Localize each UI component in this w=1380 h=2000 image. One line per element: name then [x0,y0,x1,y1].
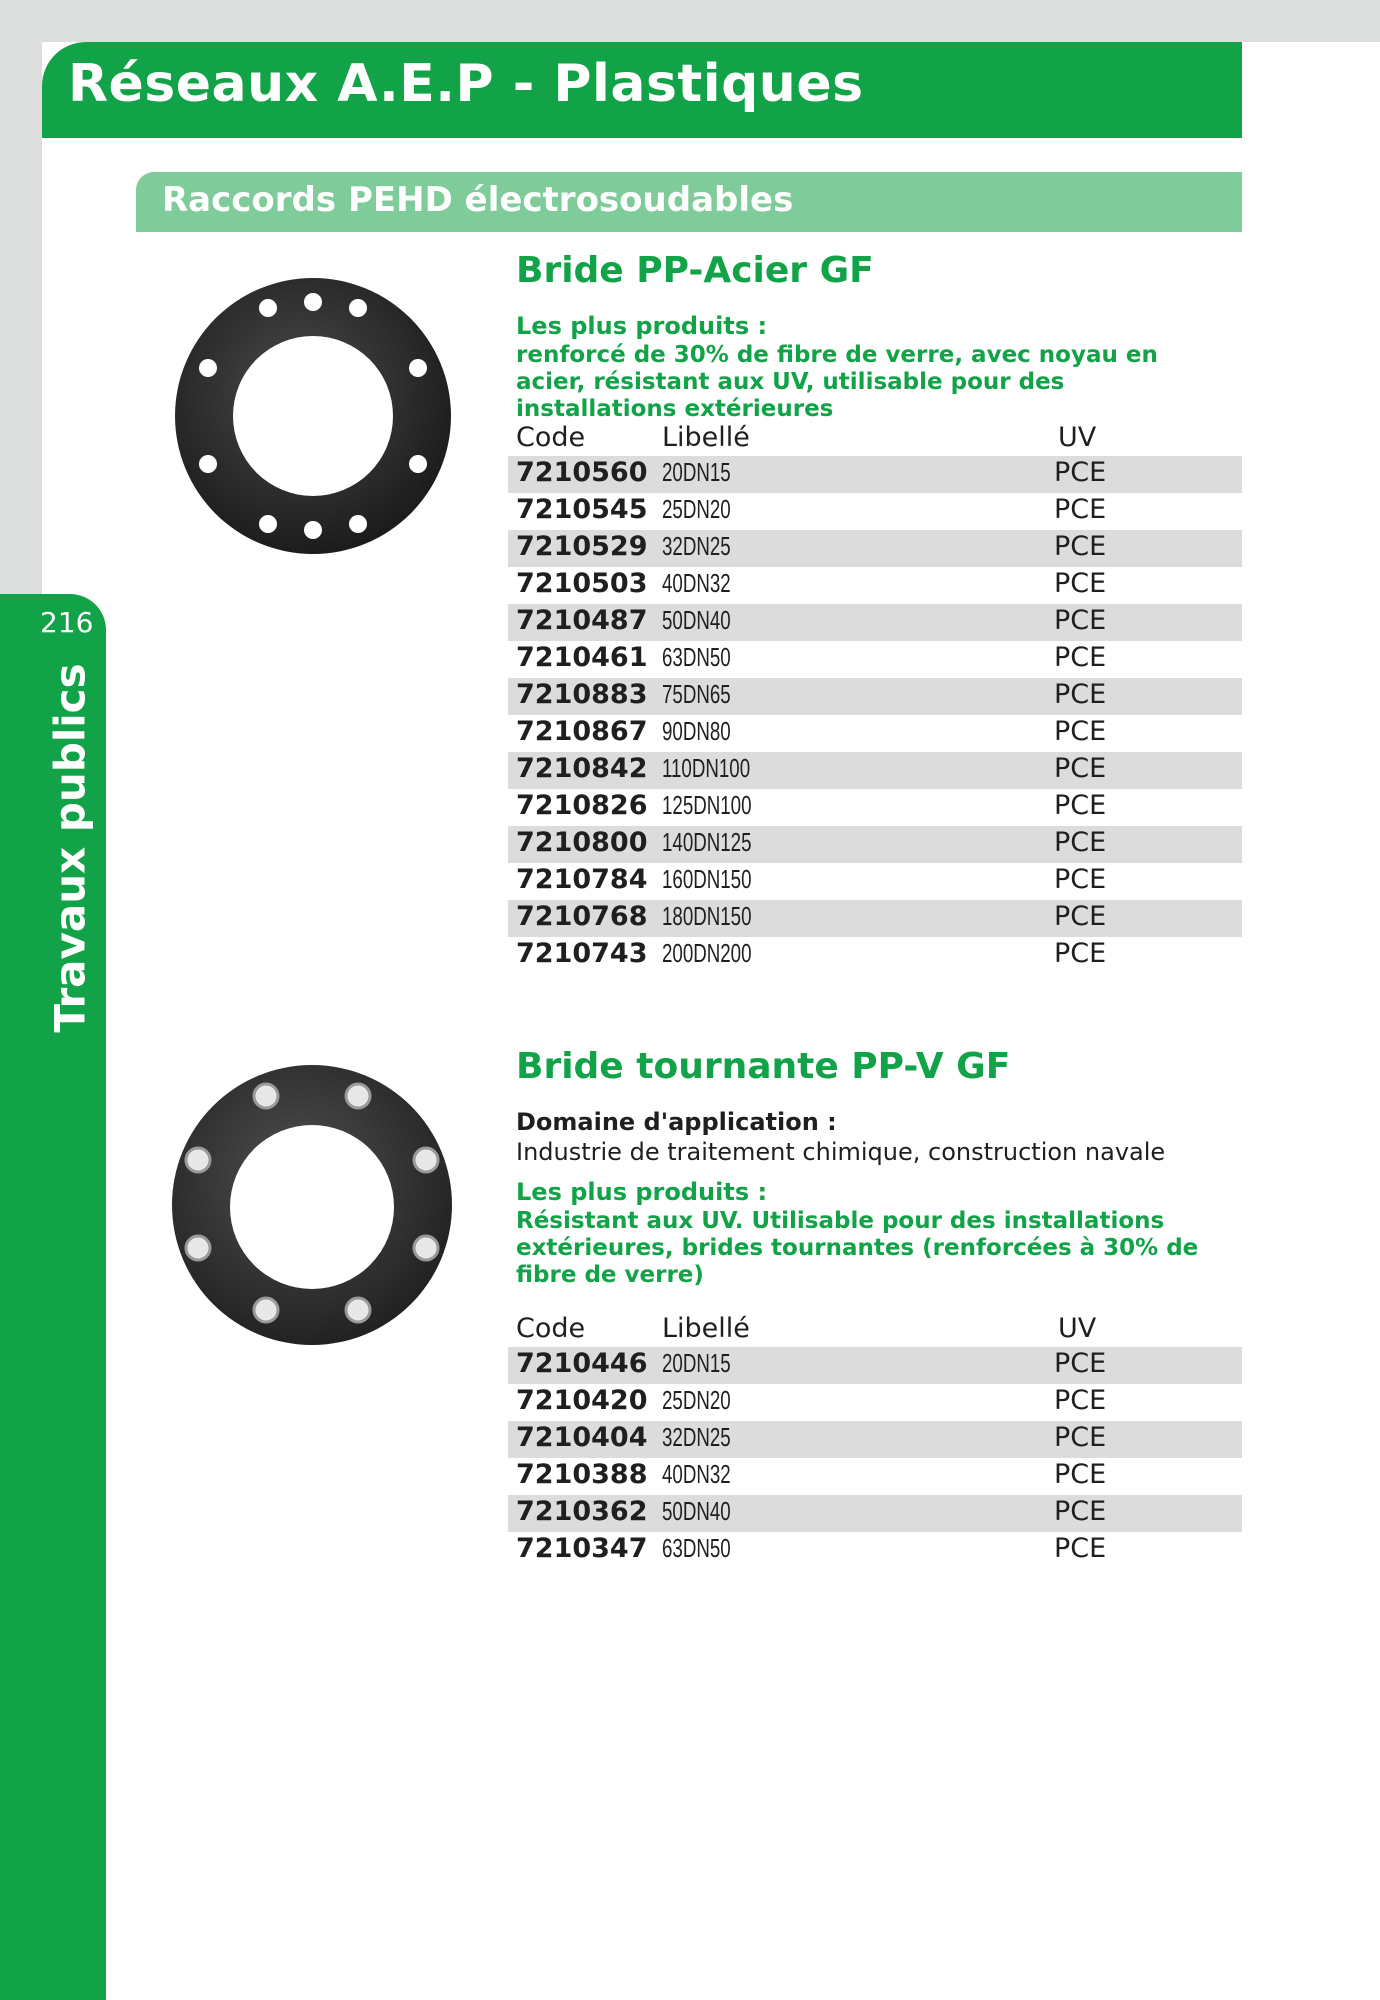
section-title: Raccords PEHD électrosoudables [162,180,794,220]
flange-image [168,274,458,564]
table-row [508,715,1242,752]
code-cell: 7210347 [516,1533,648,1564]
section-header [136,172,1242,232]
table-row [508,863,1242,900]
table-row [508,752,1242,789]
libelle-cell: 40DN32 [662,568,731,598]
product-table [508,456,1242,974]
table-row [508,678,1242,715]
page-title: Réseaux A.E.P - Plastiques [68,54,864,114]
libelle-cell: 50DN40 [662,1496,731,1526]
libelle-cell: 90DN80 [662,716,731,746]
code-cell: 7210743 [516,938,648,969]
table-header [508,1311,1242,1345]
libelle-cell: 25DN20 [662,494,731,524]
plus-text: Résistant aux UV. Utilisable pour des installations extérieures, brides tournantes (renforcées à 30% de fibre de verre) [516,1208,1199,1288]
code-cell: 7210883 [516,679,648,710]
page-number: 216 [40,606,94,639]
code-cell: 7210529 [516,531,648,562]
uv-cell: PCE [1054,716,1107,747]
table-row [508,456,1242,493]
libelle-cell: 63DN50 [662,642,731,672]
libelle-cell: 32DN25 [662,1422,731,1452]
table-row [508,1421,1242,1458]
table-row [508,937,1242,974]
left-margin [0,42,42,602]
col-code-header: Code [516,422,586,453]
code-cell: 7210388 [516,1459,648,1490]
code-cell: 7210503 [516,568,648,599]
libelle-cell: 160DN150 [662,864,752,894]
uv-cell: PCE [1054,753,1107,784]
table-row [508,900,1242,937]
domain-label: Domaine d'application : [516,1108,837,1136]
code-cell: 7210487 [516,605,648,636]
libelle-cell: 20DN15 [662,1348,731,1378]
table-row [508,789,1242,826]
libelle-cell: 25DN20 [662,1385,731,1415]
libelle-cell: 32DN25 [662,531,731,561]
table-row [508,1347,1242,1384]
top-margin [0,0,1380,42]
uv-cell: PCE [1054,1422,1107,1453]
uv-cell: PCE [1054,531,1107,562]
uv-cell: PCE [1054,938,1107,969]
table-row [508,1458,1242,1495]
libelle-cell: 140DN125 [662,827,752,857]
libelle-cell: 110DN100 [662,753,751,783]
col-uv-header: UV [1058,1313,1097,1344]
uv-cell: PCE [1054,1496,1107,1527]
uv-cell: PCE [1054,568,1107,599]
code-cell: 7210768 [516,901,648,932]
product-title: Bride PP-Acier GF [516,250,874,291]
code-cell: 7210545 [516,494,648,525]
uv-cell: PCE [1054,1533,1107,1564]
table-row [508,826,1242,863]
libelle-cell: 75DN65 [662,679,731,709]
page-header [42,42,1242,138]
libelle-cell: 20DN15 [662,457,731,487]
uv-cell: PCE [1054,901,1107,932]
uv-cell: PCE [1054,605,1107,636]
uv-cell: PCE [1054,494,1107,525]
libelle-cell: 50DN40 [662,605,731,635]
code-cell: 7210420 [516,1385,648,1416]
table-row [508,641,1242,678]
table-row [508,1495,1242,1532]
plus-label: Les plus produits : [516,312,768,340]
libelle-cell: 180DN150 [662,901,752,931]
uv-cell: PCE [1054,457,1107,488]
libelle-cell: 125DN100 [662,790,752,820]
section-label: Travaux publics [45,663,95,1033]
product-title: Bride tournante PP-V GF [516,1046,1011,1087]
uv-cell: PCE [1054,827,1107,858]
plus-text: renforcé de 30% de fibre de verre, avec noyau en acier, résistant aux UV, utilisable pour des installations extérieures [516,342,1158,422]
col-uv-header: UV [1058,422,1097,453]
code-cell: 7210784 [516,864,648,895]
table-row [508,493,1242,530]
libelle-cell: 63DN50 [662,1533,731,1563]
table-row [508,604,1242,641]
table-row [508,530,1242,567]
col-code-header: Code [516,1313,586,1344]
table-row [508,1532,1242,1569]
table-header [508,420,1242,454]
table-row [508,567,1242,604]
code-cell: 7210800 [516,827,648,858]
code-cell: 7210842 [516,753,648,784]
code-cell: 7210446 [516,1348,648,1379]
libelle-cell: 40DN32 [662,1459,731,1489]
flange-image [164,1060,460,1350]
col-libelle-header: Libellé [662,422,750,453]
code-cell: 7210362 [516,1496,648,1527]
uv-cell: PCE [1054,1348,1107,1379]
uv-cell: PCE [1054,1459,1107,1490]
domain-text: Industrie de traitement chimique, construction navale [516,1138,1166,1166]
code-cell: 7210826 [516,790,648,821]
uv-cell: PCE [1054,642,1107,673]
uv-cell: PCE [1054,790,1107,821]
plus-label: Les plus produits : [516,1178,768,1206]
libelle-cell: 200DN200 [662,938,752,968]
uv-cell: PCE [1054,679,1107,710]
code-cell: 7210867 [516,716,648,747]
uv-cell: PCE [1054,1385,1107,1416]
code-cell: 7210560 [516,457,648,488]
uv-cell: PCE [1054,864,1107,895]
code-cell: 7210404 [516,1422,648,1453]
product-table [508,1347,1242,1569]
col-libelle-header: Libellé [662,1313,750,1344]
table-row [508,1384,1242,1421]
code-cell: 7210461 [516,642,648,673]
